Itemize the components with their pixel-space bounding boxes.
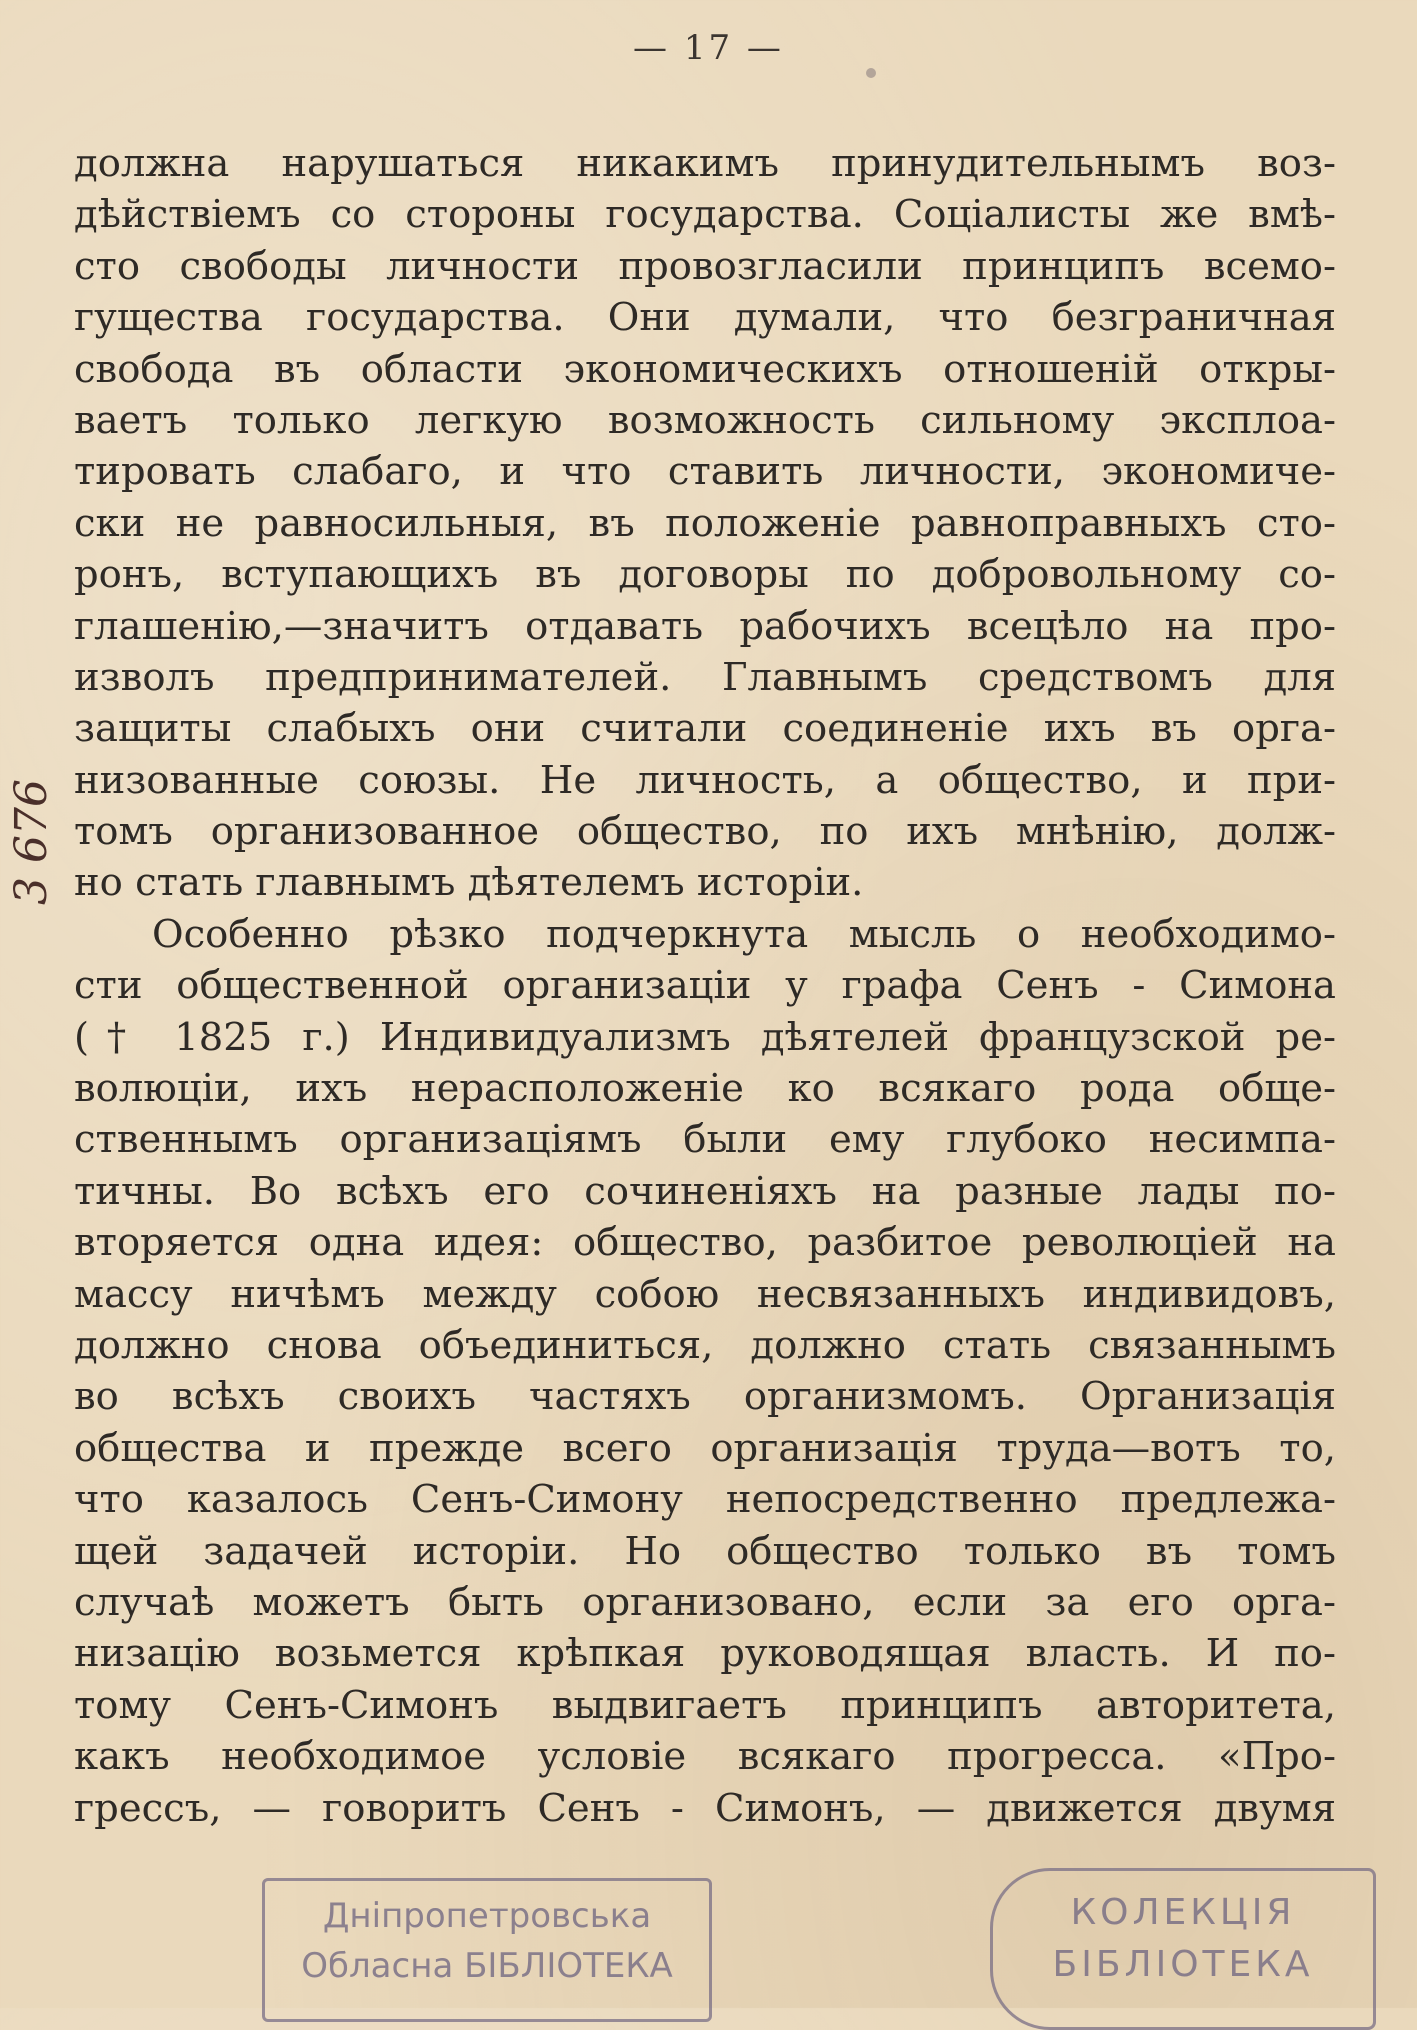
text-line: томъ организованное общество, по ихъ мнѣнію, долж- xyxy=(74,809,1336,855)
library-stamp-left xyxy=(262,1878,712,2022)
text-line: дѣйствіемъ со стороны государства. Соціалисты же вмѣ- xyxy=(74,192,1336,238)
text-line: сто свободы личности провозгласили принципъ всемо- xyxy=(74,243,1336,289)
text-line: должно снова объединиться, должно стать связаннымъ xyxy=(74,1322,1336,1368)
text-line: гущества государства. Они думали, что безграничная xyxy=(74,295,1336,341)
paragraph-start-line: Особенно рѣзко подчеркнута мысль о необходимо- xyxy=(152,911,1336,957)
text-line: тичны. Во всѣхъ его сочиненіяхъ на разные лады по- xyxy=(74,1168,1336,1214)
text-line: свобода въ области экономическихъ отношеній откры- xyxy=(74,346,1336,392)
text-line: во всѣхъ своихъ частяхъ организмомъ. Организація xyxy=(74,1374,1336,1420)
text-line: ваетъ только легкую возможность сильному эксплоа- xyxy=(74,397,1336,443)
text-line: низованные союзы. Не личность, а общество, и при- xyxy=(74,757,1336,803)
text-line: волюціи, ихъ нерасположеніе ко всякаго рода обще- xyxy=(74,1066,1336,1112)
page-text xyxy=(74,138,1336,1834)
text-line: низацію возьмется крѣпкая руководящая власть. И по- xyxy=(74,1631,1336,1677)
text-line: случаѣ можетъ быть организовано, если за его орга- xyxy=(74,1579,1336,1625)
text-line: († 1825 г.) Индивидуализмъ дѣятелей французской ре- xyxy=(74,1014,1336,1060)
paragraph-end-line: но стать главнымъ дѣятелемъ исторіи. xyxy=(74,860,864,906)
text-line: щей задачей исторіи. Но общество только въ томъ xyxy=(74,1528,1336,1574)
text-line: ронъ, вступающихъ въ договоры по добровольному со- xyxy=(74,552,1336,598)
stamp-text: КОЛЕКЦІЯ xyxy=(1070,1892,1296,1933)
text-line: изволъ предпринимателей. Главнымъ средствомъ для xyxy=(74,654,1336,700)
text-line: грессъ, — говоритъ Сенъ - Симонъ, — движется двумя xyxy=(74,1785,1336,1831)
text-line: защиты слабыхъ они считали соединеніе ихъ въ орга- xyxy=(74,706,1336,752)
text-line: должна нарушаться никакимъ принудительнымъ воз- xyxy=(74,141,1336,186)
text-line: ственнымъ организаціямъ были ему глубоко несимпа- xyxy=(74,1117,1336,1163)
text-line: тому Сенъ-Симонъ выдвигаетъ принципъ авторитета, xyxy=(74,1682,1336,1728)
text-line: что казалось Сенъ-Симону непосредственно предлежа- xyxy=(74,1477,1336,1523)
text-line: сти общественной организаціи у графа Сенъ - Симона xyxy=(74,963,1336,1009)
handwritten-margin-note: 3 676 xyxy=(6,779,57,905)
stamp-text: Обласна БІБЛІОТЕКА xyxy=(301,1946,673,1986)
text-line: ски не равносильныя, въ положеніе равноправныхъ сто- xyxy=(74,500,1336,546)
ink-speck xyxy=(866,68,876,78)
stamp-text: БІБЛІОТЕКА xyxy=(1052,1944,1314,1985)
text-line: общества и прежде всего организація труда—вотъ то, xyxy=(74,1425,1336,1471)
text-line: массу ничѣмъ между собою несвязанныхъ индивидовъ, xyxy=(74,1271,1336,1317)
text-line: тировать слабаго, и что ставить личности, экономиче- xyxy=(74,449,1336,495)
page-number: — 17 — xyxy=(633,28,784,68)
stamp-text: Дніпропетровська xyxy=(322,1896,652,1936)
text-line: вторяется одна идея: общество, разбитое революціей на xyxy=(74,1220,1336,1266)
text-line: глашенію,—значитъ отдавать рабочихъ всецѣло на про- xyxy=(74,603,1336,649)
library-stamp-right xyxy=(990,1868,1376,2030)
text-line: какъ необходимое условіе всякаго прогресса. «Про- xyxy=(74,1734,1336,1780)
